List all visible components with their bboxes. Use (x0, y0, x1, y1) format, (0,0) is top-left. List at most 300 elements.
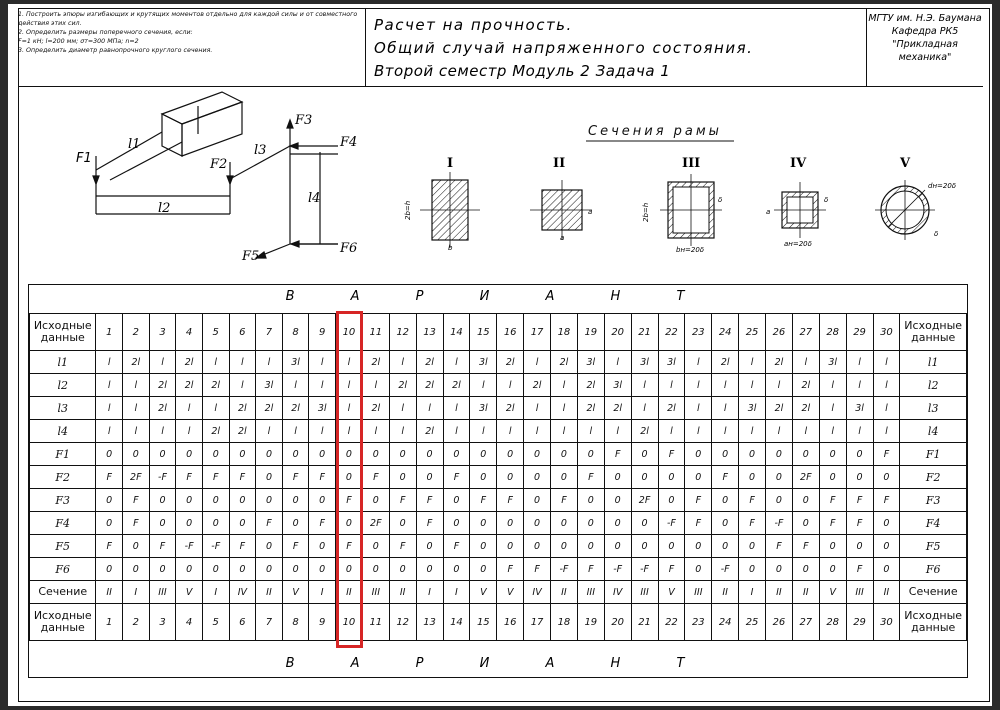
variant-number: 19 (577, 604, 604, 641)
dim-IV-aH: aн=20δ (784, 240, 812, 248)
table-cell: 2l (551, 351, 578, 374)
dim-III-h: 2b=h (642, 202, 650, 222)
variant-number: 3 (149, 604, 176, 641)
variant-number: 29 (846, 314, 873, 351)
table-cell: l (873, 420, 900, 443)
table-header-row (30, 604, 967, 641)
table-cell: 0 (229, 443, 256, 466)
row-label: F1 (30, 443, 96, 466)
table-cell: 0 (282, 443, 309, 466)
row-label: Сечение (30, 581, 96, 604)
variant-number: 12 (389, 314, 416, 351)
table-cell: l (96, 397, 122, 420)
table-cell: 0 (389, 466, 416, 489)
table-cell: 2l (524, 374, 551, 397)
table-cell: -F (149, 466, 176, 489)
table-cell: 0 (631, 443, 658, 466)
table-cell: 0 (739, 535, 766, 558)
table-cell: IV (524, 581, 551, 604)
variant-number: 5 (202, 314, 229, 351)
table-cell: 0 (766, 443, 793, 466)
table-cell: III (685, 581, 712, 604)
table-cell: 0 (443, 512, 470, 535)
table-cell: F (604, 443, 631, 466)
title-line-3: Второй семестр Модуль 2 Задача 1 (374, 62, 671, 80)
table-cell: l (202, 351, 229, 374)
row-label: F3 (900, 489, 967, 512)
table-row (30, 535, 967, 558)
table-cell: F (846, 489, 873, 512)
table-cell: l (497, 374, 524, 397)
table-cell: 2l (149, 374, 176, 397)
table-cell: l (658, 374, 685, 397)
variant-number: 13 (416, 314, 443, 351)
table-cell: 0 (873, 512, 900, 535)
table-cell: 0 (658, 466, 685, 489)
table-cell: 0 (524, 489, 551, 512)
table-cell: F (282, 535, 309, 558)
table-cell: l (873, 351, 900, 374)
table-cell: l (176, 420, 203, 443)
table-cell: l (149, 351, 176, 374)
sections-drawings (380, 170, 980, 260)
label-F5: F5 (242, 249, 260, 264)
table-cell: 2l (604, 397, 631, 420)
table-cell: 0 (739, 466, 766, 489)
table-cell: II (792, 581, 819, 604)
table-cell: 0 (712, 512, 739, 535)
table-cell: 0 (604, 512, 631, 535)
table-cell: -F (766, 512, 793, 535)
table-cell: III (631, 581, 658, 604)
table-row (30, 443, 967, 466)
variant-number: 28 (819, 604, 846, 641)
title-box (365, 8, 867, 86)
table-cell: 0 (766, 558, 793, 581)
table-cell: l (819, 420, 846, 443)
table-cell: 0 (524, 512, 551, 535)
table-cell: 3l (846, 397, 873, 420)
table-cell: 0 (282, 512, 309, 535)
table-cell: 0 (336, 466, 363, 489)
row-label: F4 (900, 512, 967, 535)
table-cell: F (309, 466, 336, 489)
table-cell: l (631, 374, 658, 397)
table-cell: II (712, 581, 739, 604)
table-cell: l (122, 397, 149, 420)
table-cell: -F (658, 512, 685, 535)
table-cell: 2l (792, 397, 819, 420)
table-cell: 0 (497, 443, 524, 466)
table-cell: 0 (604, 489, 631, 512)
dim-V-delta: δ (934, 230, 939, 238)
table-cell: l (470, 420, 497, 443)
table-cell: 0 (470, 535, 497, 558)
table-cell: l (604, 420, 631, 443)
table-cell: l (846, 351, 873, 374)
table-cell: 0 (766, 489, 793, 512)
table-cell: l (766, 420, 793, 443)
table-cell: F (577, 466, 604, 489)
variants-header: В А Р И А Н Т (285, 289, 711, 304)
table-cell: 0 (149, 558, 176, 581)
table-cell: 0 (362, 489, 389, 512)
table-cell: l (792, 420, 819, 443)
row-label: l4 (900, 420, 967, 443)
table-cell: l (256, 351, 283, 374)
table-cell: l (362, 374, 389, 397)
table-cell: l (470, 374, 497, 397)
table-cell: 0 (202, 489, 229, 512)
table-cell: 0 (282, 558, 309, 581)
table-cell: -F (631, 558, 658, 581)
table-cell: l (336, 351, 363, 374)
table-cell: 2l (149, 397, 176, 420)
variant-number: 10 (336, 604, 363, 641)
table-cell: 0 (470, 466, 497, 489)
variant-number: 25 (739, 604, 766, 641)
table-cell: 0 (202, 558, 229, 581)
header-side-label: Исходные данные (30, 604, 96, 641)
row-label: F4 (30, 512, 96, 535)
label-F3: F3 (295, 113, 313, 128)
table-cell: l (282, 420, 309, 443)
variant-number: 21 (631, 314, 658, 351)
table-cell: l (389, 397, 416, 420)
table-cell: 0 (685, 466, 712, 489)
section-label-4: IV (790, 156, 807, 171)
table-cell: l (336, 397, 363, 420)
table-cell: 2l (577, 397, 604, 420)
variant-number: 6 (229, 314, 256, 351)
table-cell: I (309, 581, 336, 604)
table-cell: 0 (792, 512, 819, 535)
table-cell: F (149, 535, 176, 558)
table-cell: l (739, 351, 766, 374)
header-side-label: Исходные данные (900, 314, 967, 351)
table-cell: l (631, 397, 658, 420)
table-cell: 0 (149, 512, 176, 535)
table-cell: 0 (389, 443, 416, 466)
table-cell: 0 (524, 443, 551, 466)
frame-scheme-diagram (70, 84, 370, 264)
table-cell: II (389, 581, 416, 604)
row-label: F6 (900, 558, 967, 581)
table-cell: l (443, 420, 470, 443)
table-cell: II (336, 581, 363, 604)
table-cell: 2l (202, 374, 229, 397)
variant-number: 20 (604, 604, 631, 641)
table-cell: l (229, 351, 256, 374)
table-cell: 0 (96, 558, 122, 581)
title-line-2: Общий случай напряженного состояния. (374, 39, 754, 57)
table-cell: 0 (229, 558, 256, 581)
table-cell: 2l (202, 420, 229, 443)
table-cell: 0 (846, 443, 873, 466)
table-cell: 0 (873, 466, 900, 489)
table-cell: F (739, 512, 766, 535)
variant-number: 11 (362, 314, 389, 351)
dim-I-b: b (448, 244, 453, 252)
task-line: 1. Построить эпюры изгибающих и крутящих моментов отдельно для каждой силы и от совместного (18, 11, 358, 18)
table-cell: 0 (551, 512, 578, 535)
table-cell: 0 (443, 443, 470, 466)
row-label: l3 (900, 397, 967, 420)
table-cell: 3l (282, 351, 309, 374)
department-title: "Прикладная механика" (892, 39, 958, 63)
table-cell: 0 (685, 535, 712, 558)
table-cell: l (685, 374, 712, 397)
variant-number: 2 (122, 314, 149, 351)
dim-III-b: bн=20δ (676, 246, 705, 254)
sections-underline (586, 140, 736, 144)
table-cell: F (362, 466, 389, 489)
table-cell: II (256, 581, 283, 604)
table-cell: 0 (309, 535, 336, 558)
table-cell: IV (604, 581, 631, 604)
table-cell: 0 (685, 558, 712, 581)
table-cell: 0 (256, 558, 283, 581)
table-cell: 0 (202, 443, 229, 466)
table-cell: 0 (282, 489, 309, 512)
table-cell: 2l (766, 397, 793, 420)
table-cell: 3l (658, 351, 685, 374)
variant-number: 13 (416, 604, 443, 641)
table-cell: 0 (416, 443, 443, 466)
table-cell: l (202, 397, 229, 420)
table-cell: 0 (309, 443, 336, 466)
label-F6: F6 (340, 241, 358, 256)
table-cell: 0 (819, 535, 846, 558)
table-cell: 0 (416, 535, 443, 558)
task-line: F=1 кН; l=200 мм; σт=300 МПа; n=2 (18, 38, 139, 45)
table-cell: 0 (577, 489, 604, 512)
table-cell: l (846, 420, 873, 443)
table-cell: 0 (202, 512, 229, 535)
table-row (30, 351, 967, 374)
table-cell: l (792, 351, 819, 374)
table-cell: l (443, 397, 470, 420)
table-cell: I (416, 581, 443, 604)
table-cell: 0 (712, 443, 739, 466)
table-cell: -F (604, 558, 631, 581)
table-cell: 0 (819, 558, 846, 581)
table-cell: 2l (282, 397, 309, 420)
table-cell: F (443, 466, 470, 489)
table-cell: 0 (309, 489, 336, 512)
table-cell: II (551, 581, 578, 604)
table-cell: 2F (792, 466, 819, 489)
table-cell: 0 (122, 443, 149, 466)
row-label: Сечение (900, 581, 967, 604)
table-row (30, 374, 967, 397)
variant-number: 25 (739, 314, 766, 351)
table-cell: 0 (256, 443, 283, 466)
task-line: действия этих сил. (18, 20, 82, 27)
table-cell: 0 (362, 535, 389, 558)
table-cell: F (416, 489, 443, 512)
table-cell: 0 (792, 443, 819, 466)
section-label-3: III (682, 156, 701, 171)
table-row (30, 420, 967, 443)
table-cell: 0 (873, 535, 900, 558)
table-cell: l (362, 420, 389, 443)
table-row (30, 466, 967, 489)
table-cell: l (416, 397, 443, 420)
variant-number: 14 (443, 604, 470, 641)
table-cell: l (712, 397, 739, 420)
table-cell: 2F (631, 489, 658, 512)
variant-number: 1 (96, 314, 122, 351)
table-cell: F (846, 512, 873, 535)
variant-number: 15 (470, 314, 497, 351)
row-label: l2 (30, 374, 96, 397)
variant-number: 6 (229, 604, 256, 641)
dim-IV-a: a (766, 208, 771, 216)
label-F1: F1 (76, 151, 92, 166)
table-cell: l (149, 420, 176, 443)
table-cell: 0 (176, 558, 203, 581)
table-cell: 0 (443, 489, 470, 512)
variant-number: 9 (309, 604, 336, 641)
table-cell: 0 (336, 512, 363, 535)
table-cell: F (256, 512, 283, 535)
table-cell: 0 (149, 443, 176, 466)
table-cell: 2l (497, 351, 524, 374)
table-cell: l (524, 420, 551, 443)
table-cell: F (524, 558, 551, 581)
table-cell: 0 (551, 466, 578, 489)
table-cell: 3l (470, 397, 497, 420)
table-cell: 2l (443, 374, 470, 397)
table-cell: F (658, 558, 685, 581)
table-cell: 0 (577, 512, 604, 535)
table-cell: F (229, 535, 256, 558)
variant-number: 10 (336, 314, 363, 351)
task-line: 2. Определить размеры поперечного сечения, если: (18, 29, 193, 36)
table-cell: II (873, 581, 900, 604)
table-cell: 0 (712, 535, 739, 558)
row-label: F5 (30, 535, 96, 558)
table-cell: 2l (792, 374, 819, 397)
table-cell: 0 (309, 558, 336, 581)
table-cell: 0 (256, 466, 283, 489)
table-cell: F (819, 489, 846, 512)
dim-II-a2: a (588, 208, 593, 216)
sections-title: Сечения рамы (588, 124, 722, 139)
table-cell: F (873, 443, 900, 466)
table-cell: F (658, 443, 685, 466)
table-cell: l (846, 374, 873, 397)
table-cell: 0 (846, 535, 873, 558)
table-cell: 0 (470, 512, 497, 535)
table-cell: V (176, 581, 203, 604)
row-label: F2 (900, 466, 967, 489)
variant-number: 16 (497, 604, 524, 641)
table-cell: F (470, 489, 497, 512)
table-cell: F (176, 466, 203, 489)
table-cell: 0 (685, 443, 712, 466)
table-cell: l (873, 397, 900, 420)
table-cell: III (577, 581, 604, 604)
table-cell: l (229, 374, 256, 397)
variant-number: 24 (712, 604, 739, 641)
table-cell: l (604, 351, 631, 374)
table-cell: 2l (497, 397, 524, 420)
dim-IV-delta: δ (824, 196, 829, 204)
table-cell: V (497, 581, 524, 604)
table-cell: 0 (497, 466, 524, 489)
table-cell: 0 (256, 535, 283, 558)
table-cell: III (149, 581, 176, 604)
table-cell: 2l (256, 397, 283, 420)
table-cell: 3l (604, 374, 631, 397)
table-cell: l (766, 374, 793, 397)
label-l1: l1 (128, 137, 141, 152)
table-cell: 0 (577, 535, 604, 558)
table-cell: 0 (256, 489, 283, 512)
table-cell: 0 (712, 489, 739, 512)
table-cell: I (122, 581, 149, 604)
label-l2: l2 (158, 201, 171, 216)
table-cell: 0 (96, 489, 122, 512)
variant-number: 23 (685, 604, 712, 641)
table-cell: F (819, 512, 846, 535)
table-cell: l (282, 374, 309, 397)
table-cell: 3l (470, 351, 497, 374)
table-cell: 0 (792, 489, 819, 512)
variant-number: 19 (577, 314, 604, 351)
variants-footer: В А Р И А Н Т (285, 656, 711, 671)
variant-number: 28 (819, 314, 846, 351)
variant-number: 23 (685, 314, 712, 351)
table-cell: F (122, 512, 149, 535)
table-cell: 0 (631, 466, 658, 489)
table-cell: l (739, 374, 766, 397)
table-cell: F (309, 512, 336, 535)
variant-number: 26 (766, 314, 793, 351)
table-cell: F (873, 489, 900, 512)
task-line: 3. Определить диаметр равнопрочного круглого сечения. (18, 47, 213, 54)
table-cell: 0 (96, 443, 122, 466)
table-cell: F (685, 489, 712, 512)
table-cell: F (497, 558, 524, 581)
table-cell: 0 (604, 535, 631, 558)
table-cell: l (524, 351, 551, 374)
table-cell: I (443, 581, 470, 604)
table-cell: F (416, 512, 443, 535)
table-header-row (30, 314, 967, 351)
variant-number: 18 (551, 604, 578, 641)
table-cell: F (685, 512, 712, 535)
variant-number: 4 (176, 604, 203, 641)
table-cell: 3l (739, 397, 766, 420)
table-cell: F (497, 489, 524, 512)
table-cell: l (685, 397, 712, 420)
dim-III-delta: δ (718, 196, 723, 204)
table-cell: F (443, 535, 470, 558)
table-cell: 0 (416, 558, 443, 581)
table-cell: 0 (336, 443, 363, 466)
row-label: l1 (900, 351, 967, 374)
table-cell: V (819, 581, 846, 604)
table-cell: -F (176, 535, 203, 558)
table-cell: F (202, 466, 229, 489)
table-cell: V (658, 581, 685, 604)
table-cell: F (229, 466, 256, 489)
dim-II-a: a (560, 234, 565, 242)
university-block (865, 12, 985, 64)
